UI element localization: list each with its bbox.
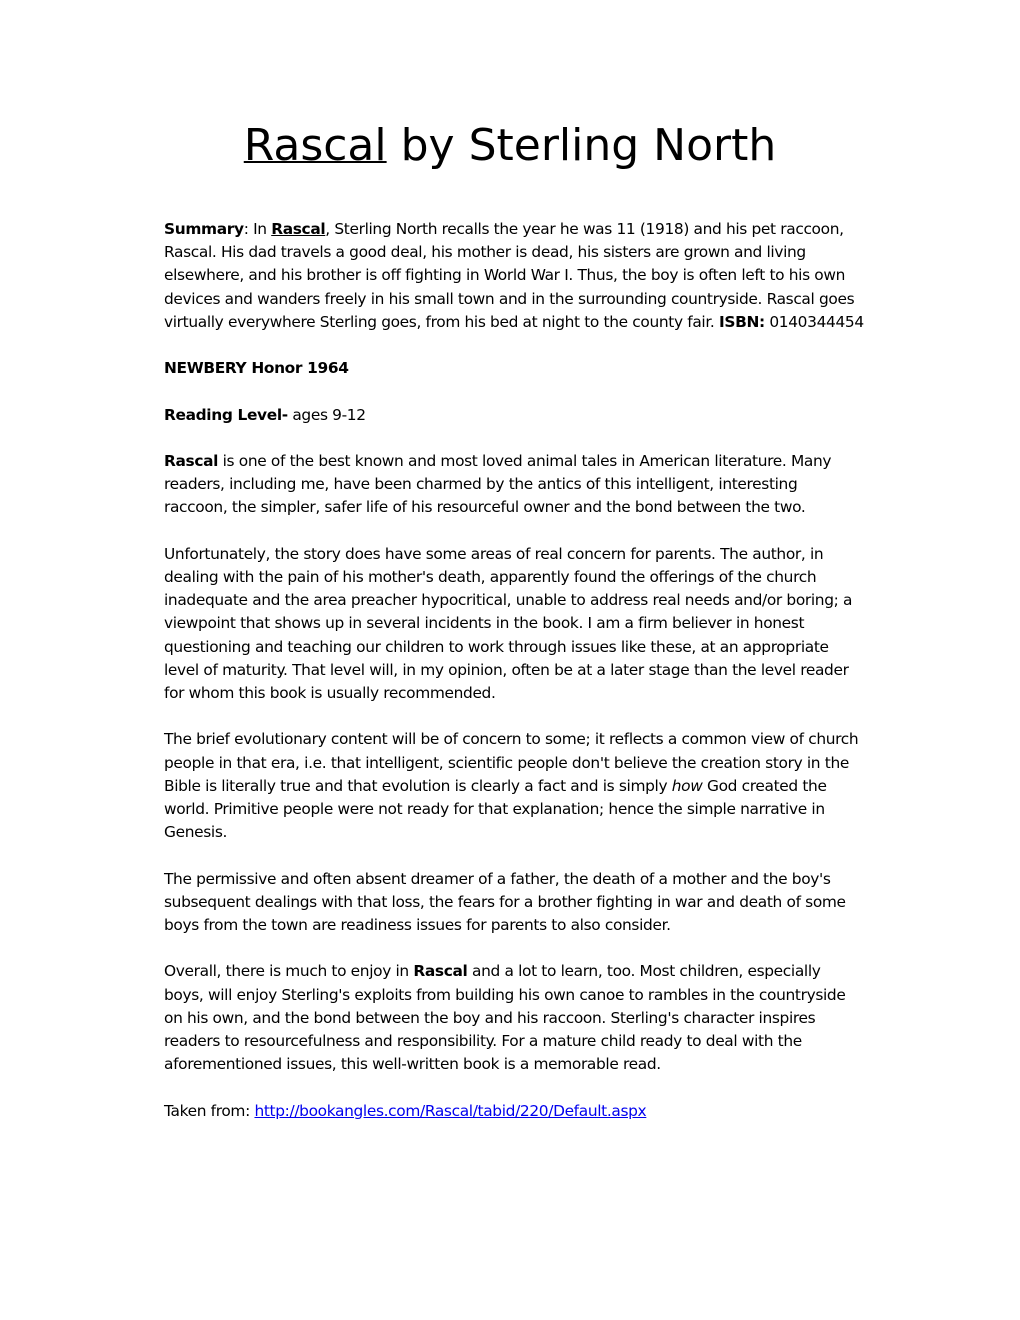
summary-label: Summary: [164, 220, 244, 238]
summary-text: , Sterling North recalls the year he was 11 (1918) and his pet raccoon, Rascal. His dad travels a good deal, his mother is dead, his sisters are grown and living elsewhere, and his brother is off fighting in World War I. Thus, the boy is often left to his own devices and wanders freely in his small town and in the surrounding countryside. Rascal goes virtually everywhere Sterling goes, from his bed at night to the county fair.: [164, 220, 855, 331]
paragraph-2: Unfortunately, the story does have some areas of real concern for parents. The author, in dealing with the pain of his mother's death, apparently found the offerings of the church inadequate and the area preacher hypocritical, unable to address real needs and/or boring; a viewpoint that shows up in several incidents in the book. I am a firm believer in honest questioning and teaching our children to work through issues like these, at an appropriate level of maturity. That level will, in my opinion, often be at a later stage than the level reader for whom this book is usually recommended.: [164, 544, 853, 702]
paragraph-5: [164, 960, 864, 1076]
source-line: [164, 1100, 864, 1123]
award: NEWBERY Honor 1964: [164, 359, 349, 378]
p1-text: is one of the best known and most loved animal tales in American literature. Many readers, including me, have been charmed by the antics of this intelligent, interesting raccoon, the simpler, safer life of his resourceful owner and the bond between the two.: [164, 451, 832, 517]
title-author: by Sterling North: [386, 120, 777, 171]
p5-pre: Overall, there is much to enjoy in: [164, 962, 414, 981]
paragraph-1: [164, 450, 864, 520]
paragraph-3: [164, 728, 864, 844]
isbn-value: 0140344454: [764, 312, 864, 331]
p3-post: God created the world. Primitive people were not ready for that explanation; hence the simple narrative in Genesis.: [164, 776, 827, 842]
reading-level: [164, 404, 864, 427]
summary-book: Rascal: [271, 220, 326, 238]
page-title: [0, 118, 1020, 174]
document-body: [164, 218, 864, 1146]
source-label: Taken from:: [164, 1101, 255, 1120]
reading-level-value: ages 9-12: [287, 405, 366, 424]
source-link[interactable]: http://bookangles.com/Rascal/tabid/220/Default.aspx: [254, 1101, 647, 1120]
p3-em: how: [671, 776, 703, 795]
p3-pre: The brief evolutionary content will be of concern to some; it reflects a common view of church people in that era, i.e. that intelligent, scientific people don't believe the creation story in the Bible is literally true and that evolution is clearly a fact and is simply: [164, 730, 859, 795]
p5-book: Rascal: [413, 962, 468, 981]
p5-post: and a lot to learn, too. Most children, especially boys, will enjoy Sterling's exploits from building his own canoe to rambles in the countryside on his own, and the bond between the boy and his raccoon. Sterling's character inspires readers to resourcefulness and responsibility. For a mature child ready to deal with the aforementioned issues, this well-written book is a memorable read.: [164, 962, 846, 1074]
isbn-label: ISBN:: [718, 312, 765, 331]
p1-book: Rascal: [164, 451, 219, 470]
paragraph-4: The permissive and often absent dreamer of a father, the death of a mother and the boy's subsequent dealings with that loss, the fears for a brother fighting in war and death of some boys from the town are readiness issues for parents to also consider.: [164, 869, 846, 934]
summary-paragraph: [164, 218, 864, 334]
summary-pre: : In: [243, 220, 272, 238]
reading-level-label: Reading Level-: [164, 405, 288, 424]
title-book: Rascal: [243, 120, 387, 171]
award-line: [164, 357, 864, 380]
